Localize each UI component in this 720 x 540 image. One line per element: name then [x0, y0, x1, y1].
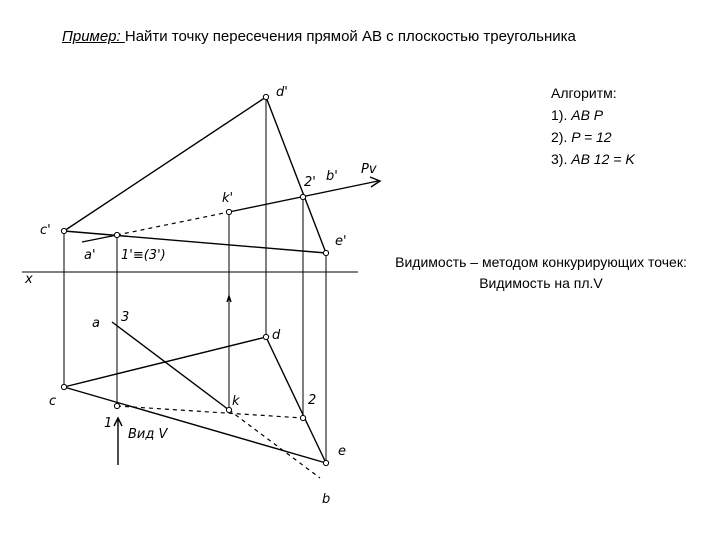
label-vid-v: Вид V: [128, 427, 168, 442]
step-expression: P = 12: [571, 129, 612, 145]
point-e: [323, 460, 328, 465]
label-2-prime: 2': [304, 175, 316, 190]
label-c1: c': [40, 223, 51, 238]
point-d: [263, 334, 268, 339]
label-b1: b': [326, 169, 338, 184]
label-e: e: [338, 444, 346, 459]
hidden-segment-1-k1: [117, 212, 229, 235]
point-2: [300, 415, 305, 420]
label-d: d: [272, 328, 281, 343]
label-a1: a': [84, 248, 96, 263]
title-text: Найти точку пересечения прямой АВ с плоскостью треугольника: [124, 28, 576, 45]
line-a1-k1: [82, 235, 117, 242]
point-e1: [323, 250, 328, 255]
point-2-prime: [300, 194, 305, 199]
edge-d1-e1: [266, 97, 326, 253]
label-k1: k': [222, 191, 234, 206]
point-k1: [226, 209, 231, 214]
label-a: a: [92, 316, 100, 331]
line-1-2: [117, 406, 303, 418]
label-2: 2: [308, 393, 317, 408]
label-3: 3: [121, 310, 130, 325]
point-d1: [263, 94, 268, 99]
edge-c1-e1: [64, 231, 326, 253]
line-a-k: [112, 322, 229, 410]
algorithm-heading: Алгоритм:: [551, 85, 617, 101]
visibility-line-1: Видимость – методом конкурирующих точек:: [395, 254, 687, 270]
visibility-line-2: Видимость на пл.V: [479, 275, 603, 291]
label-c: c: [49, 394, 57, 409]
point-c1: [61, 228, 66, 233]
step-number: 1).: [551, 107, 568, 123]
step-expression: AB 12 = K: [571, 151, 635, 167]
step-expression: AB P: [571, 107, 604, 123]
point-c: [61, 384, 66, 389]
label-1-prime: 1'≡(3'): [121, 248, 166, 263]
point-1: [114, 403, 119, 408]
label-b: b: [322, 492, 331, 507]
label-1: 1: [104, 416, 113, 431]
label-k: k: [232, 394, 240, 409]
point-k: [226, 407, 231, 412]
title-lead: Пример:: [62, 28, 125, 45]
label-x: x: [25, 272, 33, 287]
label-pv: Pv: [361, 162, 377, 177]
label-d1: d': [276, 85, 288, 100]
step-number: 2).: [551, 129, 568, 145]
point-1-prime: [114, 232, 119, 237]
step-number: 3).: [551, 151, 568, 167]
label-e1: e': [335, 234, 347, 249]
